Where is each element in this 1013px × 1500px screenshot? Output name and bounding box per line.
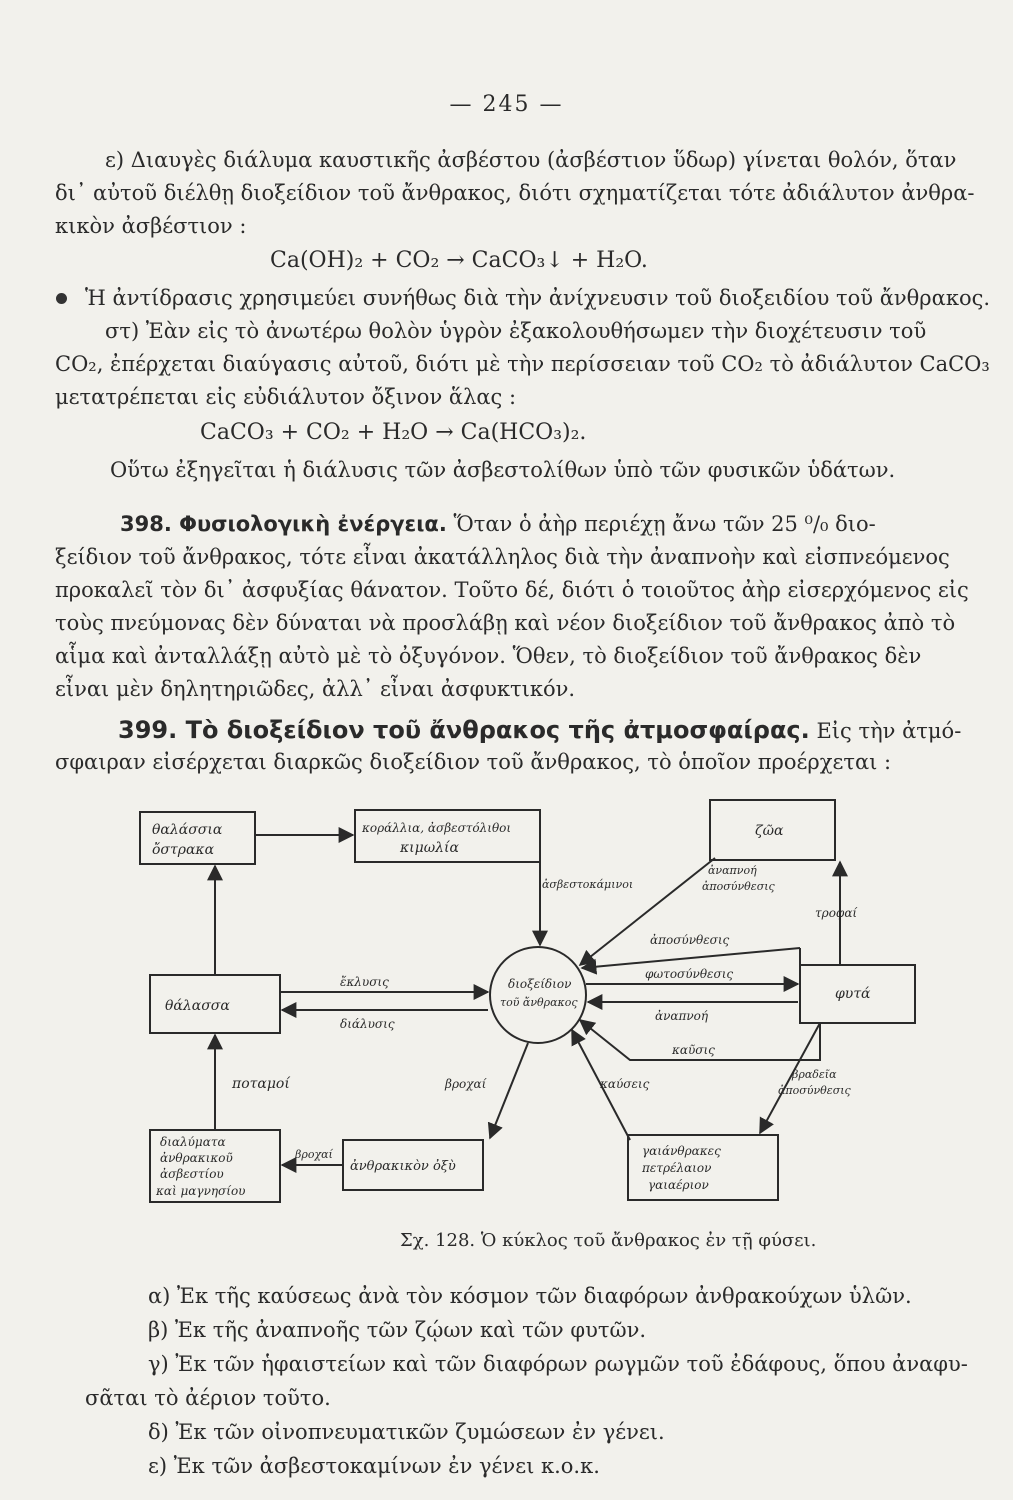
label-respiration-top: ἀναπνοή <box>708 864 757 877</box>
label-lime-kilns: ἀσβεστοκάμινοι <box>542 878 634 891</box>
label-photosynthesis: φωτοσύνθεσις <box>645 967 734 981</box>
box-sea-label: θάλασσα <box>165 998 230 1014</box>
box-shells-line-1: θαλάσσια <box>152 822 223 838</box>
section-e-line-3: κικὸν ἀσβέστιον : <box>55 214 247 238</box>
carbon-cycle-diagram <box>0 780 1013 1220</box>
box-corals-line-2: κιμωλία <box>400 840 460 856</box>
section-398-line-5: αἷμα καὶ ἀνταλλάξῃ αὐτὸ μὲ τὸ ὀξυγόνον. Ὅθεν, τὸ διοξείδιον τοῦ ἄνθρακος δὲν <box>55 644 922 668</box>
label-slow-decomposition: ἀποσύνθεσις <box>778 1084 851 1097</box>
center-line-1: διοξείδιον <box>508 977 572 991</box>
box-coal-line-1: γαιάνθρακες <box>642 1144 721 1158</box>
section-399-line-1-text: Εἰς τὴν ἀτμό- <box>816 719 962 743</box>
source-c-line-1: γ) Ἐκ τῶν ἡφαιστείων καὶ τῶν διαφόρων ρωγμῶν τοῦ ἐδάφους, ὅπου ἀναφυ- <box>148 1352 968 1376</box>
section-e-line-2: δι᾽ αὐτοῦ διέλθῃ διοξείδιον τοῦ ἄνθρακος, διότι σχηματίζεται τότε ἀδιάλυτον ἀνθρα- <box>55 181 975 205</box>
section-st-line-1: στ) Ἐὰν εἰς τὸ ἀνωτέρω θολὸν ὑγρὸν ἐξακολουθήσωμεν τὴν διοχέτευσιν τοῦ <box>105 319 927 343</box>
label-rains: βροχαί <box>445 1077 487 1091</box>
bullet-dot <box>56 293 67 304</box>
section-399-line-1 <box>118 716 961 744</box>
section-e-line-1: ε) Διαυγὲς διάλυμα καυστικῆς ἀσβέστου (ἀσβέστιον ὕδωρ) γίνεται θολόν, ὅταν <box>105 148 957 172</box>
center-line-2: τοῦ ἄνθρακος <box>500 996 578 1009</box>
page-number: — 245 — <box>449 92 564 117</box>
section-e-note: Ἡ ἀντίδρασις χρησιμεύει συνήθως διὰ τὴν ἀνίχνευσιν τοῦ διοξειδίου τοῦ ἄνθρακος. <box>85 286 991 310</box>
label-decomposition-top: ἀποσύνθεσις <box>702 880 775 893</box>
equation-2: CaCO₃ + CO₂ + H₂O → Ca(HCO₃)₂. <box>200 420 587 445</box>
source-a: α) Ἐκ τῆς καύσεως ἀνὰ τὸν κόσμον τῶν διαφόρων ἀνθρακούχων ὑλῶν. <box>148 1284 912 1308</box>
label-rivers: ποταμοί <box>232 1076 290 1092</box>
section-398-heading: 398. Φυσιολογικὴ ἐνέργεια. <box>120 512 447 536</box>
box-animals-label: ζῶα <box>755 823 784 839</box>
section-398-line-3: προκαλεῖ τὸν δι᾽ ἀσφυξίας θάνατον. Τοῦτο δέ, διότι ὁ τοιοῦτος ἀὴρ εἰσερχόμενος εἰς <box>55 578 969 602</box>
source-e: ε) Ἐκ τῶν ἀσβεστοκαμίνων ἐν γένει κ.ο.κ. <box>148 1454 600 1478</box>
section-398-line-2: ξείδιον τοῦ ἄνθρακος, τότε εἶναι ἀκατάλληλος διὰ τὴν ἀναπνοὴν καὶ εἰσπνεόμενος <box>55 545 950 569</box>
section-398-line-4: τοὺς πνεύμονας δὲν δύναται νὰ προσλάβῃ καὶ νέον διοξείδιον τοῦ ἄνθρακος ἀπὸ τὸ <box>55 611 956 635</box>
section-398-line-1 <box>120 512 876 536</box>
label-release: ἔκλυσις <box>340 975 389 989</box>
section-st-note: Οὕτω ἐξηγεῖται ἡ διάλυσις τῶν ἀσβεστολίθων ὑπὸ τῶν φυσικῶν ὑδάτων. <box>110 458 896 482</box>
box-shells-line-2: ὄστρακα <box>152 842 215 858</box>
label-decomposition: ἀποσύνθεσις <box>650 933 730 947</box>
box-solutions-line-3: ἀσβεστίου <box>160 1167 224 1181</box>
source-b: β) Ἐκ τῆς ἀναπνοῆς τῶν ζῴων καὶ τῶν φυτῶν. <box>148 1318 647 1342</box>
label-rains-2: βροχαί <box>295 1148 333 1161</box>
label-combustions: καύσεις <box>600 1077 650 1091</box>
section-st-line-2: CO₂, ἐπέρχεται διαύγασις αὐτοῦ, διότι μὲ τὴν περίσσειαν τοῦ CO₂ τὸ ἀδιάλυτον CaCO₃ <box>55 352 990 376</box>
box-solutions-line-1: διαλύματα <box>160 1135 226 1149</box>
label-food: τροφαί <box>815 906 858 920</box>
section-398-line-6: εἶναι μὲν δηλητηριῶδες, ἀλλ᾽ εἶναι ἀσφυκτικόν. <box>55 677 576 701</box>
box-corals-line-1: κοράλλια, ἀσβεστόλιθοι <box>362 821 512 835</box>
box-solutions-line-4: καὶ μαγνησίου <box>156 1184 246 1198</box>
box-plants-label: φυτά <box>835 986 871 1002</box>
figure-caption: Σχ. 128. Ὁ κύκλος τοῦ ἄνθρακος ἐν τῇ φύσει. <box>400 1230 817 1251</box>
source-c-line-2: σᾶται τὸ ἀέριον τοῦτο. <box>85 1386 331 1410</box>
box-coal-line-2: πετρέλαιον <box>642 1161 712 1175</box>
label-burning: καῦσις <box>672 1043 715 1057</box>
box-solutions-line-2: ἀνθρακικοῦ <box>160 1151 233 1165</box>
section-399-heading: 399. Τὸ διοξείδιον τοῦ ἄνθρακος τῆς ἀτμοσφαίρας. <box>118 716 810 744</box>
source-d: δ) Ἐκ τῶν οἰνοπνευματικῶν ζυμώσεων ἐν γένει. <box>148 1420 665 1444</box>
box-acid-label: ἀνθρακικὸν ὀξὺ <box>350 1159 456 1174</box>
equation-1: Ca(OH)₂ + CO₂ → CaCO₃↓ + H₂O. <box>270 248 648 273</box>
center-circle <box>490 947 586 1043</box>
section-st-line-3: μετατρέπεται εἰς εὐδιάλυτον ὄξινον ἅλας : <box>55 385 517 409</box>
label-respiration: ἀναπνοή <box>655 1009 709 1023</box>
section-398-line-1-text: Ὅταν ὁ ἀὴρ περιέχῃ ἄνω τῶν 25 ⁰/₀ διο- <box>453 512 876 536</box>
label-dissolution: διάλυσις <box>340 1017 395 1031</box>
label-slow: βραδεῖα <box>792 1068 837 1081</box>
box-coal-line-3: γαιαέριον <box>648 1178 709 1192</box>
section-399-line-2: σφαιραν εἰσέρχεται διαρκῶς διοξείδιον τοῦ ἄνθρακος, τὸ ὁποῖον προέρχεται : <box>55 750 892 774</box>
